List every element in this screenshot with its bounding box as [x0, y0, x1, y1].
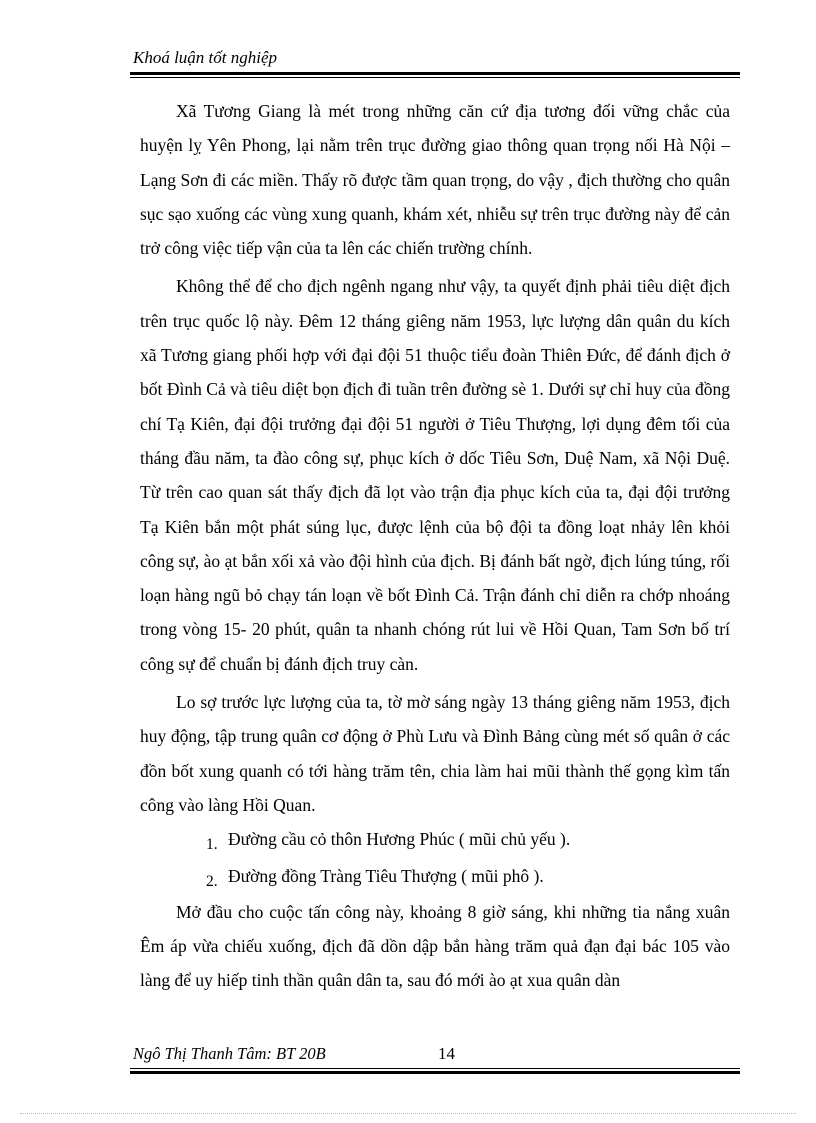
- list-number: 2.: [206, 872, 218, 890]
- footer-rule-thick: [130, 1071, 740, 1074]
- list-item: [140, 822, 730, 858]
- header-rule-thin: [130, 77, 740, 78]
- document-body: [140, 94, 730, 998]
- footer-author: Ngô Thị Thanh Tâm: BT 20B: [133, 1044, 326, 1063]
- page-edge-divider: [20, 1113, 796, 1114]
- list-text: Đường cầu cỏ thôn Hương Phúc ( mũi chủ yếu ).: [228, 829, 571, 850]
- page-number: 14: [438, 1044, 455, 1063]
- header-rule-thick: [130, 72, 740, 75]
- paragraph: Không thể để cho địch ngênh ngang như vậy, ta quyết định phải tiêu diệt địch trên trục quốc lộ này. Đêm 12 tháng giêng năm 1953, lực lượng dân quân du kích xã Tương giang phối hợp với đại đội 51 thuộc tiểu đoàn Thiên Đức, để đánh địch ở bốt Đình Cả và tiêu diệt bọn địch đi tuần trên đường sè 1. Dưới sự chỉ huy của đồng chí Tạ Kiên, đại đội trưởng đại đội 51 người ở Tiêu Thượng, lợi dụng đêm tối của tháng đầu năm, ta đào công sự, phục kích ở dốc Tiêu Sơn, Duệ Nam, xã Nội Duệ. Từ trên cao quan sát thấy địch đã lọt vào trận địa phục kích của ta, đại đội trưởng Tạ Kiên bắn một phát súng lục, được lệnh của bộ đội ta đồng loạt nhảy lên khỏi công sự, ào ạt bắn xối xả vào đội hình của địch. Bị đánh bất ngờ, địch lúng túng, rối loạn hàng ngũ bỏ chạy tán loạn về bốt Đình Cả. Trận đánh chỉ diễn ra chớp nhoáng trong vòng 15- 20 phút, quân ta nhanh chóng rút lui về Hồi Quan, Tam Sơn bố trí công sự để chuẩn bị đánh địch truy càn.: [140, 276, 730, 674]
- paragraph: Mở đầu cho cuộc tấn công này, khoảng 8 giờ sáng, khi những tia nắng xuân Êm áp vừa chiếu xuống, địch đã dồn dập bắn hàng trăm quả đạn đại bác 105 vào làng để uy hiếp tinh thần quân dân ta, sau đó mới ào ạt xua quân dàn: [140, 901, 730, 991]
- footer-rule-thin: [130, 1068, 740, 1069]
- list-number: 1.: [206, 836, 218, 854]
- paragraph: Lo sợ trước lực lượng của ta, tờ mờ sáng ngày 13 tháng giêng năm 1953, địch huy động, tập trung quân cơ động ở Phù Lưu và Đình Bảng cùng mét số quân ở các đồn bốt xung quanh có tới hàng trăm tên, chia làm hai mũi thành thế gọng kìm tấn công vào làng Hồi Quan.: [140, 692, 730, 815]
- list-text: Đường đồng Tràng Tiêu Thượng ( mũi phô ).: [228, 865, 544, 886]
- paragraph: Xã Tương Giang là mét trong những căn cứ địa tương đối vững chắc của huyện lỵ Yên Phong, lại nằm trên trục đường giao thông quan trọng nối Hà Nội – Lạng Sơn đi các miền. Thấy rõ được tầm quan trọng, do vậy , địch thường cho quân sục sạo xuống các vùng xung quanh, khám xét, nhiễu sự trên trục đường này để cản trở công việc tiếp vận của ta lên các chiến trường chính.: [140, 101, 730, 259]
- page-header-title: Khoá luận tốt nghiệp: [133, 48, 278, 67]
- list-item: [140, 859, 730, 895]
